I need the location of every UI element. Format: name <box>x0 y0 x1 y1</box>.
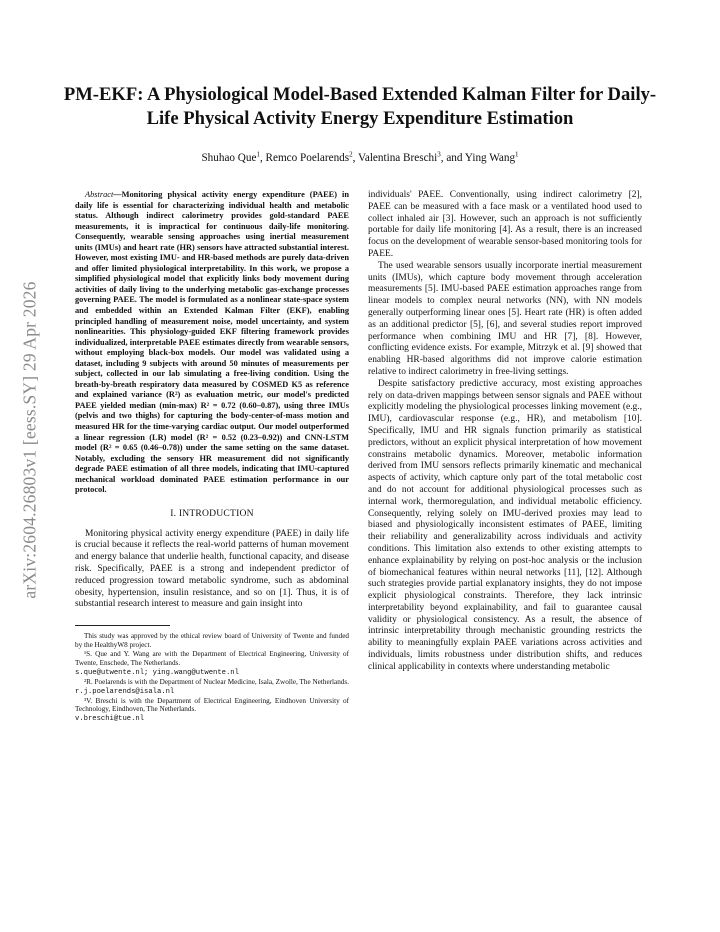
intro-paragraph-continued: individuals' PAEE. Conventionally, using indirect calorimetry [2], PAEE can be measured with a face mask or a ventilated hood used to collect inhaled air [3]. However, such an approach is not sufficiently portable for daily life monitoring [4]. As a result, there is an increased focus on the development of wearable sensor-based monitoring tools for PAEE. <box>368 190 642 259</box>
footnote-3: ³V. Breschi is with the Department of Electrical Engineering, Eindhoven University of Technology, Eindhoven, The Netherlands. v.breschi@tue.nl <box>75 696 349 724</box>
intro-paragraph: Monitoring physical activity energy expenditure (PAEE) in daily life is crucial because it reflects the real-world patterns of human movement and energy balance that underlie health, functional capacity, and disease risk. Specifically, PAEE is a strong and independent predictor of reduced progression toward metabolic syndrome, such as abdominal obesity, hypertension, insulin resistance, and so on [1]. Thus, it is of substantial research interest to measure and gain insight into <box>75 528 349 610</box>
arxiv-watermark <box>10 200 50 680</box>
author-list <box>60 150 660 164</box>
intro-paragraph: Despite satisfactory predictive accuracy, most existing approaches rely on data-driven mappings between sensor signals and PAEE without explicitly modeling the physiological processes linking movement (e.g., IMU), cardiovascular response (e.g., HR), and metabolism [10]. Specifically, IMU and HR signals function primarily as statistical predictors, without an explicit physical interpretation of how movement constrains metabolic dynamics. Moreover, metabolic information derived from IMU sensors reflects primarily kinematic and mechanical aspects of activity, which capture only part of the total metabolic cost and do not account for additional physiological processes such as internal work, thermoregulation, and individual metabolic efficiency. Consequently, relying solely on IMU-derived proxies may lead to biased and physiologically inconsistent estimates of PAEE, limiting their reliability and generalizability across individuals and activity conditions. This limitation also extends to other existing attempts to enhance explainability by relying on post-hoc analysis or the inclusion of biomechanical features within neural networks [11], [12]. Although such strategies provide partial explanatory insights, they do not impose explicit physiological constraints. Therefore, they lack intrinsic interpretability beyond explainability, and fail to guarantee causal validity or physiological consistency. As a result, the absence of intrinsic interpretability through mechanistic grounding restricts the ability to meaningfully explain PAEE variations across activities and individuals, limits robustness under distribution shifts, and reduces clinical applicability in contexts where understanding metabolic <box>368 378 642 672</box>
left-column <box>75 190 349 724</box>
footnote-divider <box>75 625 170 626</box>
section-heading: I. INTRODUCTION <box>170 507 254 519</box>
footnote-1: ¹S. Que and Y. Wang are with the Department of Electrical Engineering, University of Twente, Enschede, The Netherlands. s.que@utwente.nl; ying.wang@utwente.nl <box>75 650 349 677</box>
abstract: Abstract—Monitoring physical activity energy expenditure (PAEE) in daily life is essential for characterizing individual health and metabolic status. Although indirect calorimetry provides gold-standard PAEE measurements, it is impractical for continuous daily-life monitoring. Consequently, wearable sensing approaches using inertial measurement units (IMUs) and heart rate (HR) sensors have attracted substantial interest. However, most existing IMU- and HR-based methods are purely data-driven and offer limited physiological interpretability. In this work, we propose a simplified physiological model that explicitly links body movement during activities of daily living to the underlying metabolic gas-exchange processes governing PAEE. The model is formulated as a nonlinear state-space system and embedded within an Extended Kalman Filter (EKF), enabling principled handling of measurement noise, model uncertainty, and system nonlinearities. This physiology-guided EKF filtering framework provides individualized, interpretable PAEE estimates directly from wearable sensors, without employing black-box models. Our model was validated using a dataset, including 9 subjects with around 50 minutes of measurements per subject, collected in our lab simulating a free-living condition. Using the breath-by-breath respiratory data measured by COSMED K5 as reference and explained variance (R²) as evaluation metric, our model's predicted PAEE yielded median (min-max) R² = 0.72 (0.60–0.87), using three IMUs (pelvis and two thighs) for capturing the body-center-of-mass motion and measured HR for the time-varying cardiac output. Our model outperformed a linear regression (LR) model (R² = 0.52 (0.23–0.92)) and CNN-LSTM model (R² = 0.65 (0.46–0.78)) under the same setting on the same dataset. Notably, excluding the sensory HR measurement did not significantly degrade PAEE estimation of all three models, indicating that IMU-captured mechanical workload dominated PAEE estimation performance in our protocol. <box>75 190 349 495</box>
arxiv-id: arXiv:2604.26803v1 [eess.SY] 29 Apr 2026 <box>19 281 40 599</box>
footnote-approval: This study was approved by the ethical review board of University of Twente and funded by the HealthyW8 project. <box>75 632 349 650</box>
author: Shuhao Que$^1$, <box>201 150 266 164</box>
author: Ying Wang$^1$ <box>464 150 519 164</box>
footnote-2-email: r.j.poelarends@isala.nl <box>75 687 175 696</box>
author: Valentina Breschi$^3$, and <box>358 150 465 164</box>
right-column <box>368 190 642 674</box>
intro-paragraph: The used wearable sensors usually incorporate inertial measurement units (IMUs), which capture body movement through acceleration measurements [5]. IMU-based PAEE estimation approaches range from linear models to complex neural networks (NN), with NN models generally outperforming linear ones [5]. Heart rate (HR) is often added as an additional predictor [5], [6], and several studies report improved performance when combining IMU and HR [7], [8]. However, conflicting evidence exists. For example, Mitrzyk et al. [9] showed that enabling HR-based algorithms did not improve calorie estimation relative to indirect calorimetry in free-living settings. <box>368 260 642 377</box>
footnote-2: ²R. Poelarends is with the Department of Nuclear Medicine, Isala, Zwolle, The Netherlands. r.j.poelarends@isala.nl <box>75 677 349 696</box>
author: Remco Poelarends$^2$, <box>265 150 359 164</box>
footnote-1-email: s.que@utwente.nl; ying.wang@utwente.nl <box>75 668 239 677</box>
footnote-3-email: v.breschi@tue.nl <box>75 715 145 724</box>
abstract-label: Abstract <box>85 190 114 199</box>
paper-title: PM-EKF: A Physiological Model-Based Extended Kalman Filter for Daily-Life Physical Activity Energy Expenditure Estimation <box>63 84 657 129</box>
abstract-text: Monitoring physical activity energy expenditure (PAEE) in daily life is essential for characterizing individual health and metabolic status. Although indirect calorimetry provides gold-standard PAEE measurements, it is impractical for continuous daily-life monitoring. Consequently, wearable sensing approaches using inertial measurement units (IMUs) and heart rate (HR) sensors have attracted substantial interest. However, most existing IMU- and HR-based methods are purely data-driven and offer limited physiological interpretability. In this work, we propose a simplified physiological model that explicitly links body movement during activities of daily living to the underlying metabolic gas-exchange processes governing PAEE. The model is formulated as a nonlinear state-space system and embedded within an Extended Kalman Filter (EKF), enabling principled handling of measurement noise, model uncertainty, and system nonlinearities. This physiology-guided EKF filtering framework provides individualized, interpretable PAEE estimates directly from wearable sensors, without employing black-box models. Our model was validated using a dataset, including 9 subjects with around 50 minutes of measurements per subject, collected in our lab simulating a free-living condition. Using the breath-by-breath respiratory data measured by COSMED K5 as reference and explained variance (R²) as evaluation metric, our model's predicted PAEE yielded median (min-max) R² = 0.72 (0.60–0.87), using three IMUs (pelvis and two thighs) for capturing the body-center-of-mass motion and measured HR for the time-varying cardiac output. Our model outperformed a linear regression (LR) model (R² = 0.52 (0.23–0.92)) and CNN-LSTM model (R² = 0.65 (0.46–0.78)) under the same setting on the same dataset. Notably, excluding the sensory HR measurement did not significantly degrade PAEE estimation of all three models, indicating that IMU-captured mechanical workload dominated PAEE estimation performance in our protocol. <box>75 190 349 495</box>
